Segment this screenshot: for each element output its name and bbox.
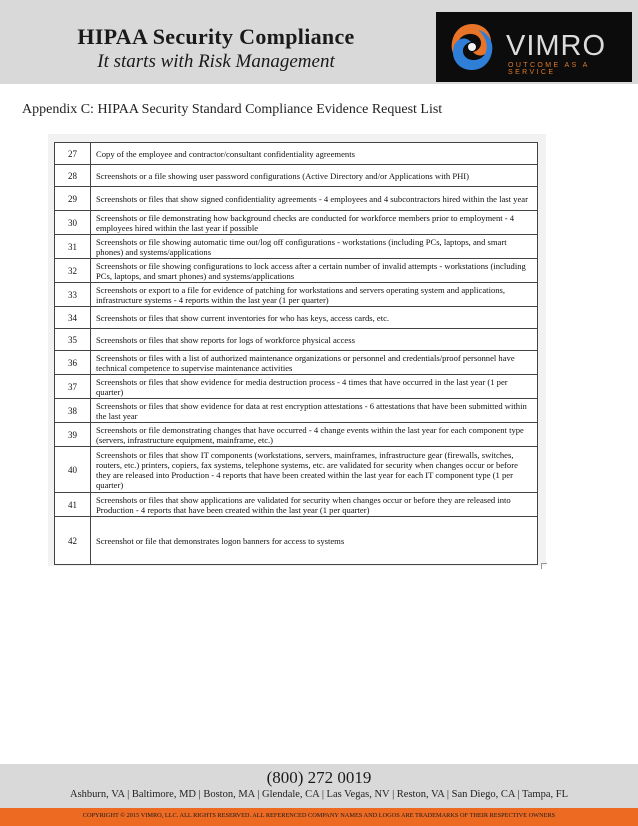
table-row: [55, 187, 538, 211]
header-subtitle: It starts with Risk Management: [97, 51, 335, 72]
row-number: 38: [55, 399, 91, 423]
row-description: Copy of the employee and contractor/consultant confidentiality agreements: [91, 143, 538, 165]
row-description: Screenshots or files that show applications are validated for security when changes occur or before they are released into Production - 4 reports that have been created within the last year (1 per quarter): [91, 493, 538, 517]
row-description: Screenshots or files that show current inventories for who has keys, access cards, etc.: [91, 307, 538, 329]
table-row: [55, 143, 538, 165]
table-row: [55, 517, 538, 565]
row-number: 36: [55, 351, 91, 375]
footer-phone: (800) 272 0019: [266, 768, 372, 787]
table-row: [55, 211, 538, 235]
row-description: Screenshots or files that show reports for logs of workforce physical access: [91, 329, 538, 351]
row-description: Screenshots or file demonstrating changes that have occurred - 4 change events within the last year for each component type (servers, infrastructure equipment, mainframe, etc.): [91, 423, 538, 447]
row-description: Screenshots or files that show evidence for media destruction process - 4 times that have occurred in the last year (1 per quarter): [91, 375, 538, 399]
row-description: Screenshots or export to a file for evidence of patching for workstations and servers operating system and applications, infrastructure systems - 4 reports within the last year (1 per quarter): [91, 283, 538, 307]
row-description: Screenshot or file that demonstrates logon banners for access to systems: [91, 517, 538, 565]
table-row: [55, 423, 538, 447]
logo-wordmark: VIMRO: [506, 30, 607, 62]
table-corner-mark: [541, 563, 547, 569]
table-row: [55, 447, 538, 493]
row-number: 31: [55, 235, 91, 259]
table-row: [55, 307, 538, 329]
logo-tagline: OUTCOME AS A SERVICE: [508, 62, 590, 76]
row-number: 41: [55, 493, 91, 517]
row-number: 39: [55, 423, 91, 447]
table-row: [55, 283, 538, 307]
row-description: Screenshots or files that show IT components (workstations, servers, mainframes, infrastructure gear (firewalls, switches, routers, etc.) printers, copiers, fax systems, telephone systems, etc. are validated for security when changes occur or before they are released into Production - 4 reports that have been created within the last year for each IT component type (1 per quarter): [91, 447, 538, 493]
table-row: [55, 235, 538, 259]
row-number: 30: [55, 211, 91, 235]
row-number: 33: [55, 283, 91, 307]
footer-locations: Ashburn, VA | Baltimore, MD | Boston, MA | Glendale, CA | Las Vegas, NV | Reston, VA | San Diego, CA | Tampa, FL: [70, 789, 568, 800]
row-number: 32: [55, 259, 91, 283]
vimro-swirl-icon: [446, 18, 498, 76]
row-description: Screenshots or a file showing user password configurations (Active Directory and/or Applications with PHI): [91, 165, 538, 187]
table-row: [55, 375, 538, 399]
row-number: 27: [55, 143, 91, 165]
row-number: 35: [55, 329, 91, 351]
header-title: HIPAA Security Compliance: [77, 24, 355, 49]
row-description: Screenshots or files that show signed confidentiality agreements - 4 employees and 4 subcontractors hired within the last year: [91, 187, 538, 211]
row-number: 40: [55, 447, 91, 493]
row-number: 37: [55, 375, 91, 399]
page-header: [0, 0, 638, 84]
table-row: [55, 399, 538, 423]
table-row: [55, 329, 538, 351]
header-title-block: [0, 0, 432, 84]
table-row: [55, 351, 538, 375]
row-description: Screenshots or file demonstrating how background checks are conducted for workforce members prior to employment - 4 employees hired within the last year if possible: [91, 211, 538, 235]
row-description: Screenshots or files with a list of authorized maintenance organizations or personnel and credentials/proof personnel have technical competence to supervise maintenance activities: [91, 351, 538, 375]
vimro-logo: [436, 12, 632, 82]
row-number: 29: [55, 187, 91, 211]
row-description: Screenshots or file showing configurations to lock access after a certain number of invalid attempts - workstations (including PCs, laptops, and smart phones) and systems/applications: [91, 259, 538, 283]
row-number: 42: [55, 517, 91, 565]
row-number: 34: [55, 307, 91, 329]
row-description: Screenshots or files that show evidence for data at rest encryption attestations - 6 attestations that have been submitted within the last year: [91, 399, 538, 423]
evidence-table: [54, 142, 538, 565]
table-row: [55, 259, 538, 283]
table-row: [55, 165, 538, 187]
table-row: [55, 493, 538, 517]
row-number: 28: [55, 165, 91, 187]
footer-copyright: COPYRIGHT © 2015 VIMRO, LLC. ALL RIGHTS RESERVED. ALL REFERENCED COMPANY NAMES AND LOGOS ARE TRADEMARKS OF THEIR RESPECTIVE OWNERS: [82, 812, 556, 819]
row-description: Screenshots or file showing automatic time out/log off configurations - workstations (including PCs, laptops, and smart phones) and systems/applications: [91, 235, 538, 259]
appendix-title: Appendix C: HIPAA Security Standard Compliance Evidence Request List: [22, 102, 443, 117]
